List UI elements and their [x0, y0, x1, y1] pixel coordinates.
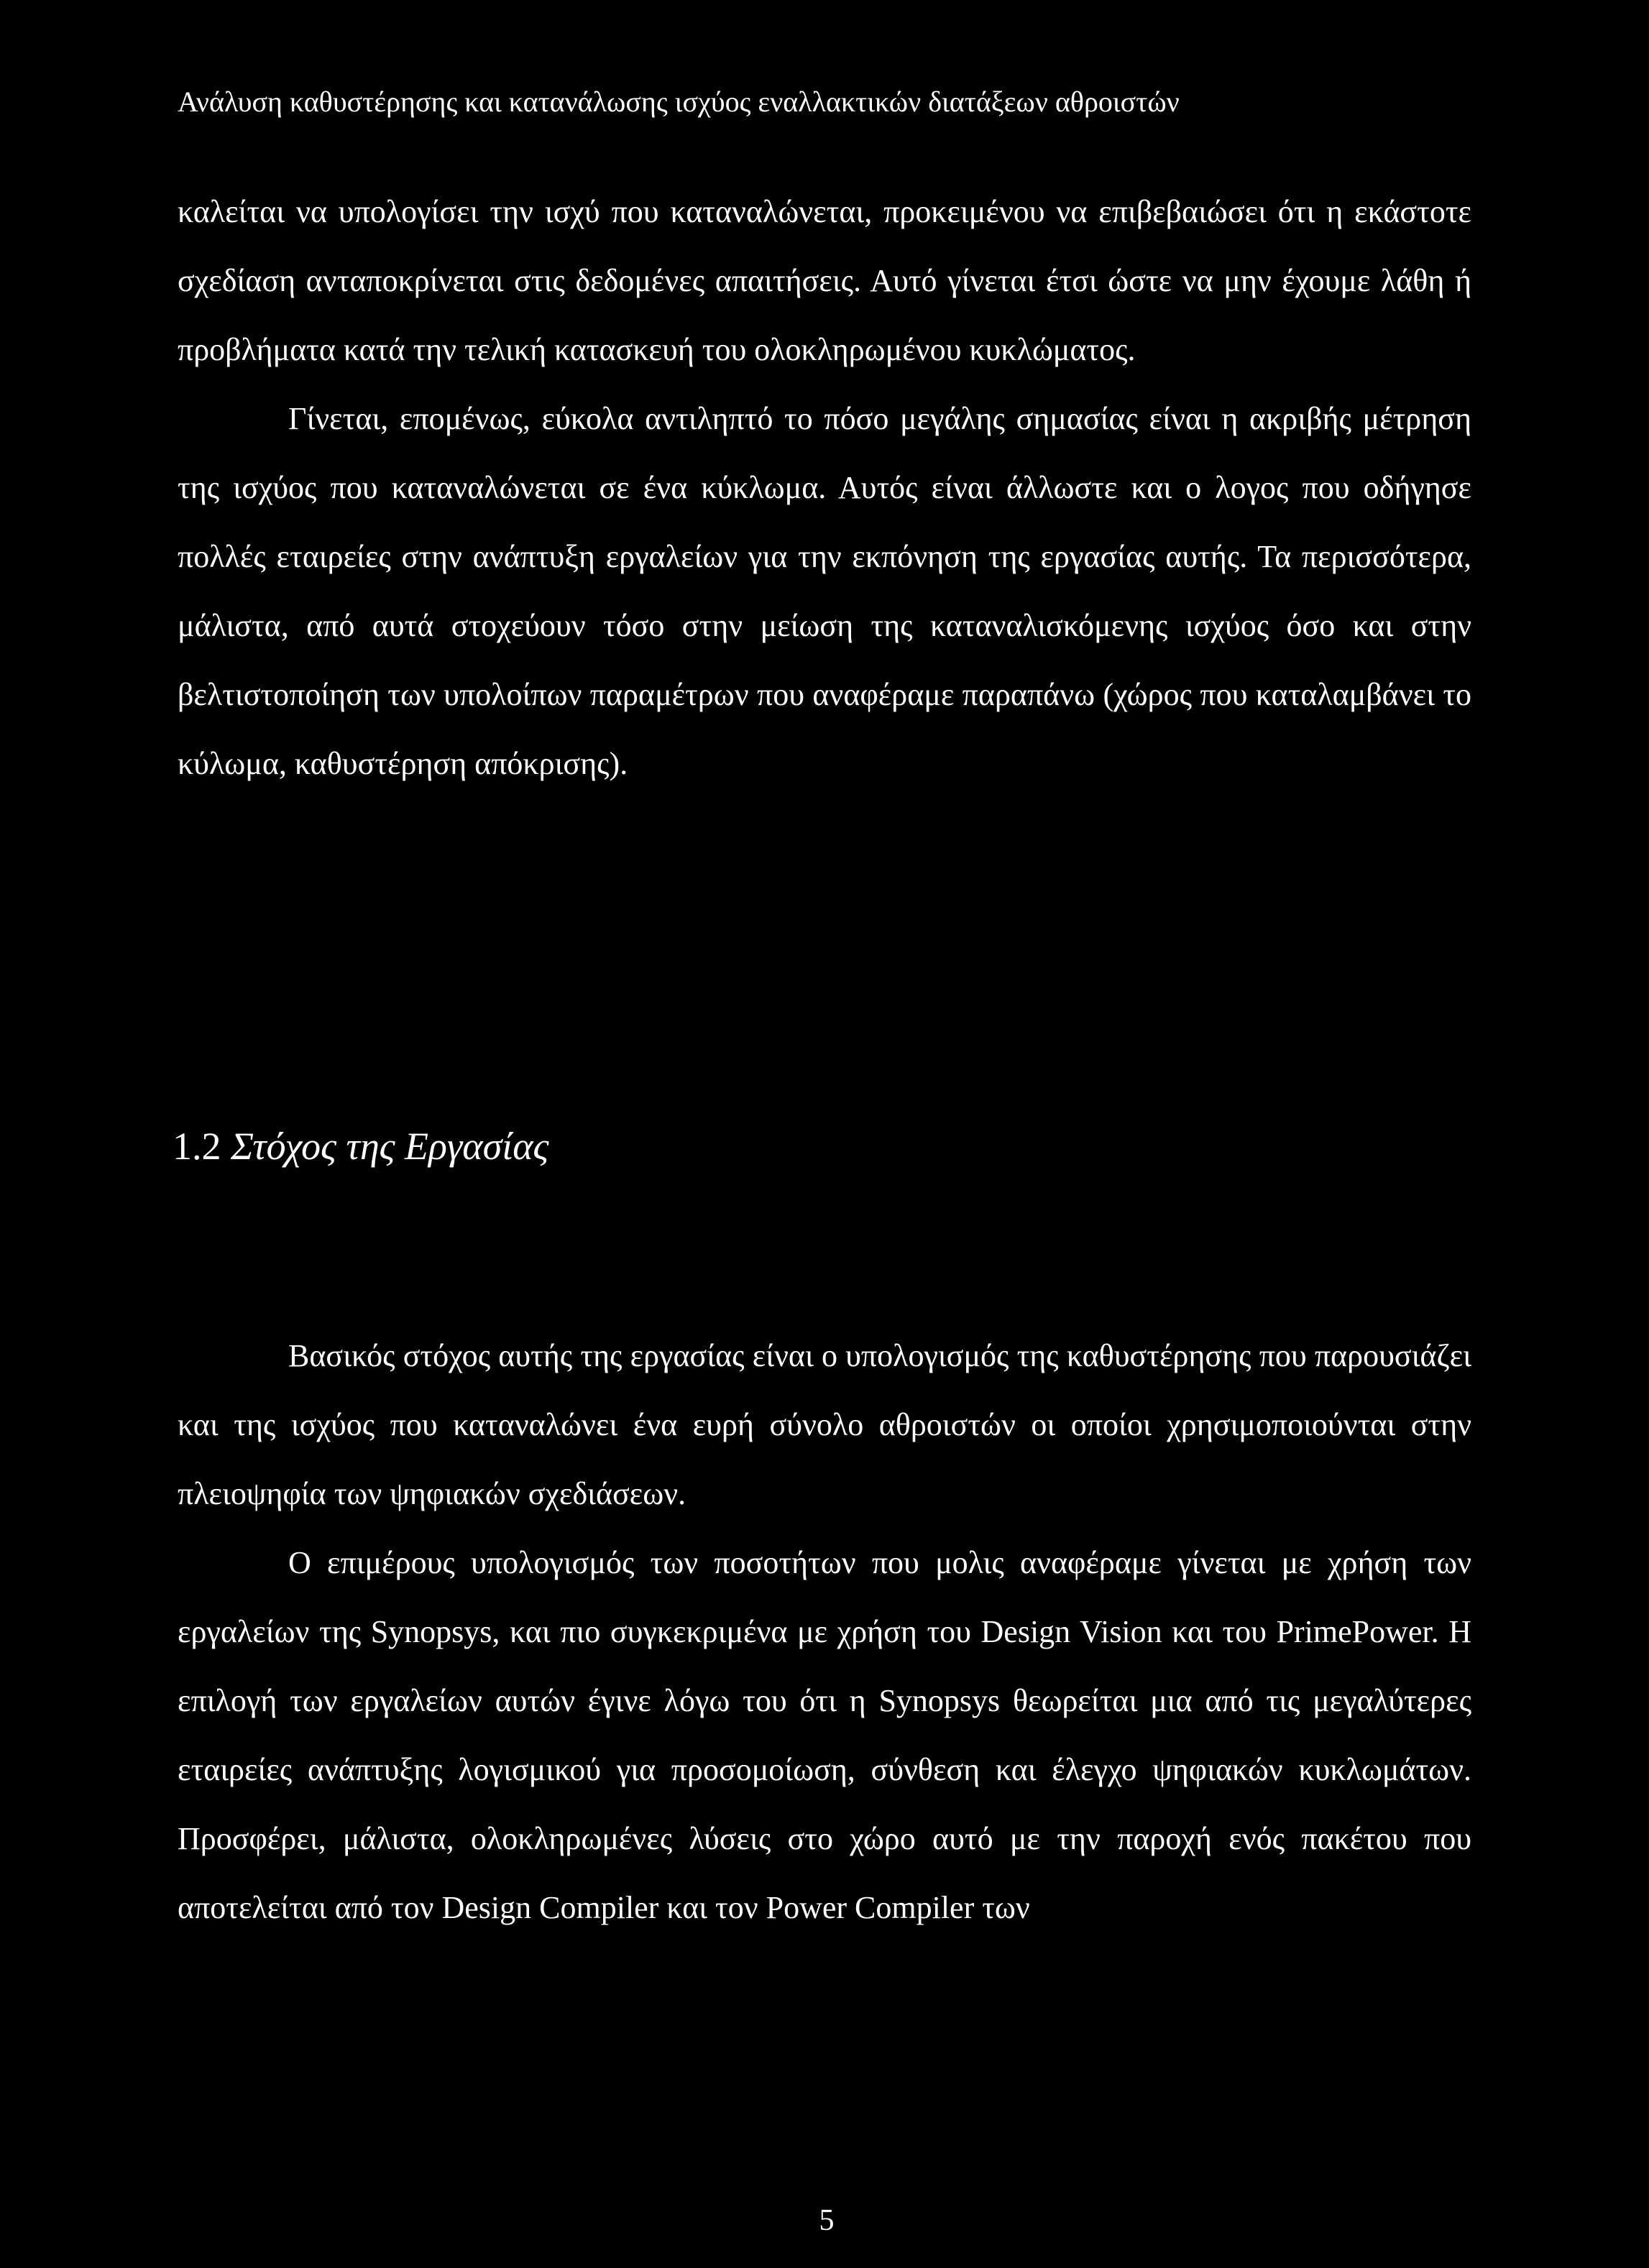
- running-header: Ανάλυση καθυστέρησης και κατανάλωσης ισχύος εναλλακτικών διατάξεων αθροιστών: [178, 86, 1180, 118]
- paragraph: Βασικός στόχος αυτής της εργασίας είναι ο υπολογισμός της καθυστέρησης που παρουσιάζει και της ισχύος που καταναλώνει ένα ευρή σύνολο αθροιστών οι οποίοι χρησιμοποιούνται στην πλειοψηφία των ψηφιακών σχεδιάσεων.: [178, 1338, 1471, 1511]
- paragraph: καλείται να υπολογίσει την ισχύ που καταναλώνεται, προκειμένου να επιβεβαιώσει ότι η εκάστοτε σχεδίαση ανταποκρίνεται στις δεδομένες απαιτήσεις. Αυτό γίνεται έτσι ώστε να μην έχουμε λάθη ή προβλήματα κατά την τελική κατασκευή του ολοκληρωμένου κυκλώματος.: [178, 194, 1471, 367]
- paragraph: Γίνεται, επομένως, εύκολα αντιληπτό το πόσο μεγάλης σημασίας είναι η ακριβής μέτρηση της ισχύος που καταναλώνεται σε ένα κύκλωμα. Αυτός είναι άλλωστε και ο λογος που οδήγησε πολλές εταιρείες στην ανάπτυξη εργαλείων για την εκπόνηση της εργασίας αυτής. Τα περισσότερα, μάλιστα, από αυτά στοχεύουν τόσο στην μείωση της καταναλισκόμενης ισχύος όσο και στην βελτιστοποίηση των υπολοίπων παραμέτρων που αναφέραμε παραπάνω (χώρος που καταλαμβάνει το κύλωμα, καθυστέρηση απόκρισης).: [178, 401, 1471, 781]
- section-title: Στόχος της Εργασίας: [231, 1125, 549, 1168]
- paragraph: Ο επιμέρους υπολογισμός των ποσοτήτων που μολις αναφέραμε γίνεται με χρήση των εργαλείων της Synopsys, και πιο συγκεκριμένα με χρήση του Design Vision και του PrimePower. Η επιλογή των εργαλείων αυτών έγινε λόγω του ότι η Synopsys θεωρείται μια από τις μεγαλύτερες εταιρείες ανάπτυξης λογισμικού για προσομοίωση, σύνθεση και έλεγχο ψηφιακών κυκλωμάτων. Προσφέρει, μάλιστα, ολοκληρωμένες λύσεις στο χώρο αυτό με την παροχή ενός πακέτου που αποτελείται από τον Design Compiler και τον Power Compiler των: [178, 1545, 1471, 1925]
- page-number: 5: [819, 2204, 835, 2237]
- body-text-section-2: [178, 1322, 1471, 1942]
- section-number: 1.2: [173, 1125, 221, 1168]
- body-text-section-1: [178, 178, 1471, 798]
- section-heading: [173, 1117, 548, 1175]
